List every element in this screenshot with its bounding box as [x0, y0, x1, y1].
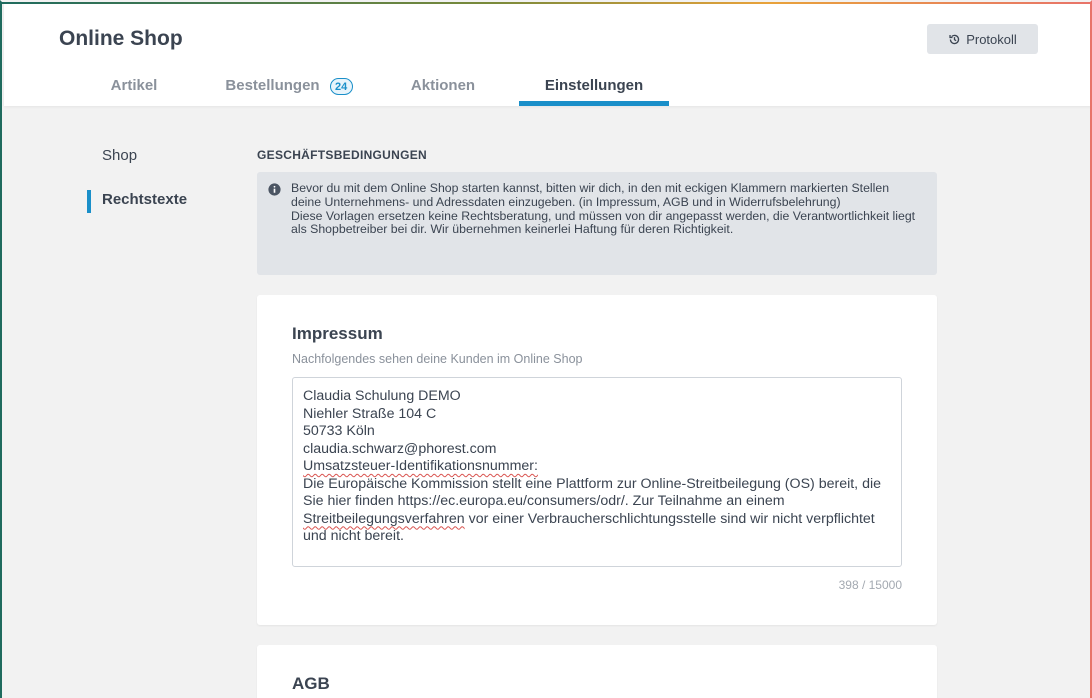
tab-label: Artikel [110, 77, 158, 94]
impressum-line: Umsatzsteuer-Identifikationsnummer: [303, 458, 538, 474]
impressum-line: Niehler Straße 104 C [303, 405, 437, 422]
impressum-misspelled-word: Streitbeilegungsverfahren [303, 510, 465, 527]
sidenav-active-marker [87, 190, 91, 213]
tab-aktionen[interactable] [399, 62, 487, 106]
impressum-line-end: vor einer Verbraucherschlichtungsstelle sind wir nicht verpflichtet und nicht bereit. [303, 510, 879, 544]
sidenav-item-rechtstexte[interactable]: Rechtstexte [102, 191, 188, 208]
history-icon [948, 33, 961, 46]
agb-title: AGB [292, 674, 330, 693]
impressum-line: Claudia Schulung DEMO [303, 388, 461, 404]
info-notice [257, 172, 937, 275]
top-accent-line [2, 2, 1092, 4]
protokoll-button[interactable] [927, 24, 1038, 54]
impressum-subtitle: Nachfolgendes sehen deine Kunden im Online Shop [292, 352, 583, 366]
tab-bestellungen[interactable] [219, 62, 359, 106]
character-counter: 398 / 15000 [838, 578, 902, 592]
info-icon [268, 183, 281, 196]
tab-artikel[interactable] [94, 62, 174, 106]
orders-count-badge: 24 [330, 78, 353, 95]
tab-label: Aktionen [410, 77, 476, 94]
agb-card [257, 645, 937, 698]
notice-text-2: Diese Vorlagen ersetzen keine Rechtsberatung, und müssen von dir angepasst werden, die Verantwortlichkeit liegt als Shopbetreiber bei dir. Wir übernehmen keinerlei Haftung für deren Richtigkeit. [291, 208, 916, 237]
tab-label: Einstellungen [544, 77, 644, 94]
tab-label: Bestellungen [225, 77, 320, 94]
impressum-line: 50733 Köln [303, 423, 375, 439]
header [4, 4, 1092, 106]
impressum-line: claudia.schwarz@phorest.com [303, 440, 497, 457]
impressum-textarea[interactable] [292, 377, 902, 567]
page-title: Online Shop [59, 27, 183, 50]
protokoll-label: Protokoll [966, 31, 1017, 47]
notice-text-1: Bevor du mit dem Online Shop starten kannst, bitten wir dich, in den mit eckigen Klammern markierten Stellen deine Unternehmens- und Adressdaten einzugeben. (in Impressum, AGB und in Widerrufsbelehrung) [291, 181, 890, 209]
impressum-line: Die Europäische Kommission stellt eine Plattform zur Online-Streitbeilegung (OS) bereit, die Sie hier finden https://ec.europa.eu/consumers/odr/. Zur Teilnahme an einem [303, 475, 885, 509]
tab-bar [4, 62, 1092, 106]
impressum-title: Impressum [292, 324, 383, 343]
section-title: GESCHÄFTSBEDINGUNGEN [257, 148, 428, 162]
sidenav-item-shop[interactable]: Shop [102, 147, 138, 164]
impressum-card [257, 295, 937, 625]
tab-einstellungen[interactable] [519, 62, 669, 106]
